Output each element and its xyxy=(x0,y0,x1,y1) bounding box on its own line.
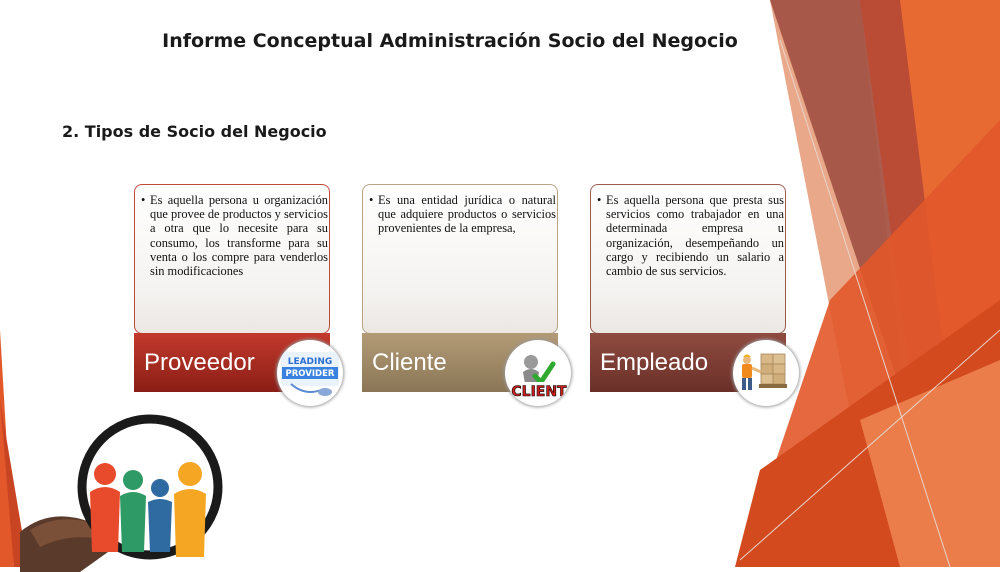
card-label-proveedor: Proveedor xyxy=(134,333,330,392)
bullet: • xyxy=(597,193,602,207)
worker-boxes-icon xyxy=(733,340,799,406)
card-description: • Es aquella persona que presta sus servicios como trabajador en una determinada empresa u organización, desempeñando un cargo y recibiendo un salario a cambio de sus servicios. xyxy=(597,193,784,279)
card-body xyxy=(134,184,330,334)
card-proveedor xyxy=(134,184,335,396)
card-empleado xyxy=(590,184,786,396)
bullet: • xyxy=(369,193,374,207)
card-cliente xyxy=(362,184,567,400)
svg-text:LEADING: LEADING xyxy=(287,357,333,367)
magnifier-people-icon xyxy=(20,412,240,572)
svg-text:PROVIDER: PROVIDER xyxy=(285,369,335,379)
card-body xyxy=(362,184,558,334)
card-label-empleado: Empleado xyxy=(590,333,786,392)
card-description: • Es aquella persona u organización que provee de productos y servicios a otra que lo necesite para su consumo, los transforme para su venta o los compre para venderlos sin modificaciones xyxy=(141,193,328,279)
client-icon xyxy=(505,340,571,406)
slide-title: Informe Conceptual Administración Socio del Negocio xyxy=(162,30,738,52)
bullet: • xyxy=(141,193,146,207)
section-heading: 2. Tipos de Socio del Negocio xyxy=(62,122,327,141)
leading-provider-icon xyxy=(277,340,343,406)
card-label-cliente: Cliente xyxy=(362,333,558,392)
card-body xyxy=(590,184,786,334)
svg-text:CLIENT: CLIENT xyxy=(511,384,567,400)
card-description: • Es una entidad jurídica o natural que adquiere productos o servicios provenientes de la empresa, xyxy=(369,193,556,236)
